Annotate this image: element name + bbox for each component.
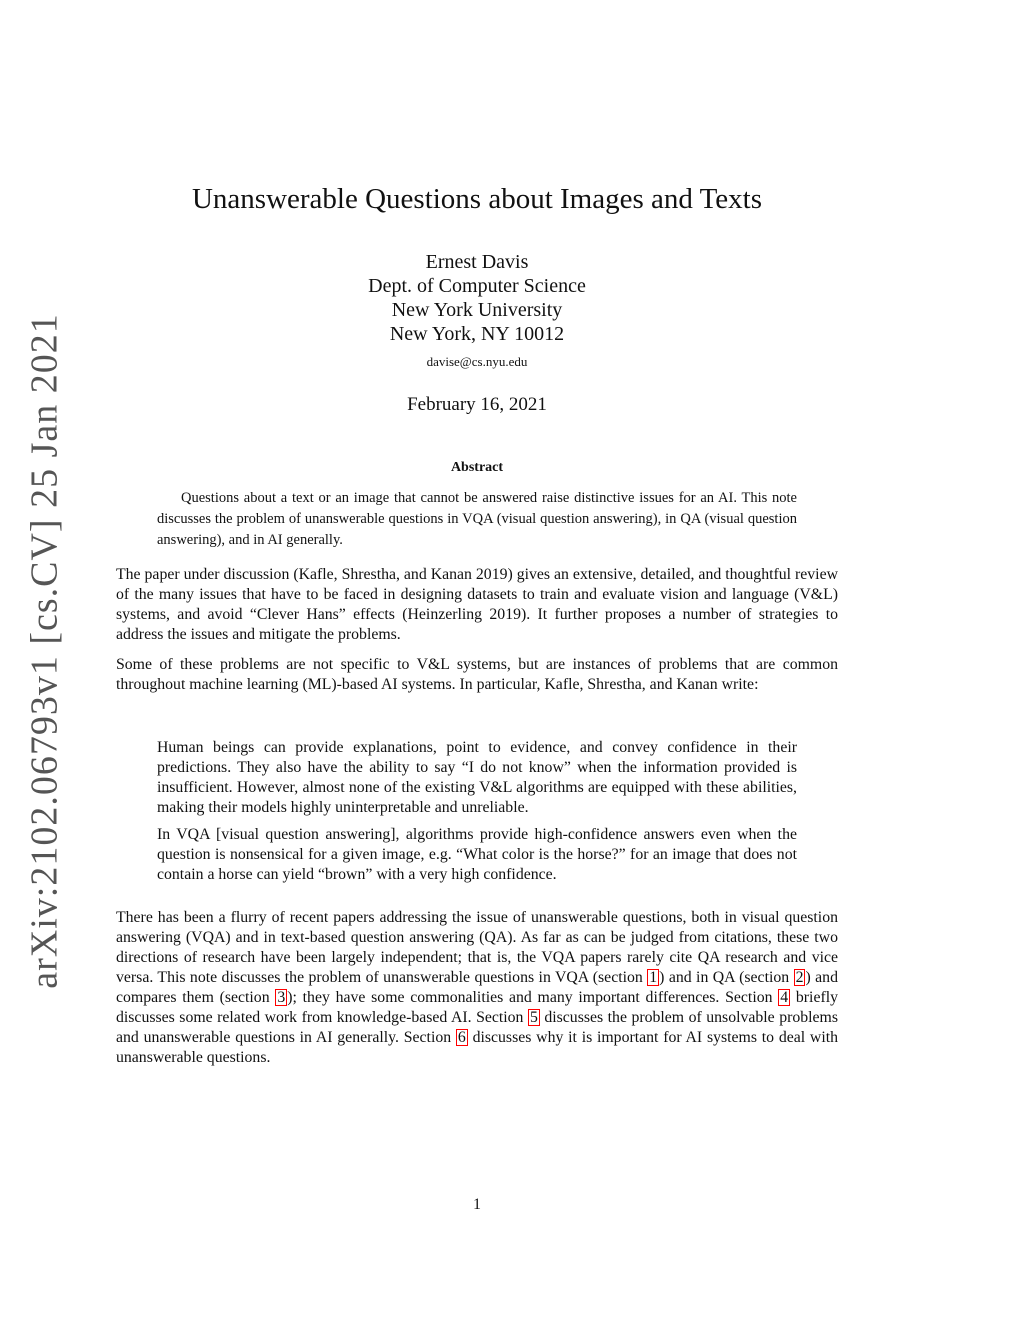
text-segment: ); they have some commonalities and many important differences. Section: [287, 989, 779, 1006]
author-email: davise@cs.nyu.edu: [426, 354, 528, 369]
section-ref-link[interactable]: 5: [529, 1009, 538, 1026]
text-segment: ) and in QA (section: [659, 969, 794, 986]
section-ref-link[interactable]: 2: [795, 969, 804, 986]
author-city: New York, NY 10012: [389, 323, 565, 345]
arxiv-identifier: arXiv:2102.06793v1 [cs.CV] 25 Jan 2021: [24, 313, 67, 989]
block-quote-2: [157, 825, 797, 885]
section-ref-link[interactable]: 3: [277, 989, 286, 1006]
section-ref-link[interactable]: 1: [649, 969, 658, 986]
body-paragraph-3: [116, 908, 838, 1068]
text-segment: ) and compares them (section: [116, 969, 838, 1006]
author-name: Ernest Davis: [425, 251, 529, 273]
text-segment: briefly discusses some related work from knowledge-based AI. Section: [116, 989, 839, 1026]
author-block: [0, 250, 954, 370]
paragraph-text: Some of these problems are not specific to V&L systems, but are instances of problems that are common throughout machine learning (ML)-based AI systems. In particular, Kafle, Shrestha, and Kanan write:: [116, 656, 838, 693]
arxiv-sidebar: [20, 313, 70, 989]
abstract-heading: Abstract: [450, 460, 504, 475]
abstract-text: Questions about a text or an image that cannot be answered raise distinctive issues for an AI. This note discusses the problem of unanswerable questions in VQA (visual question answering), in QA (visual question answering), and in AI generally.: [157, 490, 797, 548]
text-segment: There has been a flurry of recent papers addressing the issue of unanswerable questions, both in visual question answering (VQA) and in text-based question answering (QA). As far as can be judged from citations, these two directions of research have been largely independent; that is, the VQA papers rarely cite QA research and vice versa. This note discusses the problem of unanswerable questions in VQA (section: [116, 909, 838, 986]
paper-date: February 16, 2021: [407, 394, 547, 415]
author-university: New York University: [391, 299, 563, 321]
section-ref-link[interactable]: 6: [457, 1029, 466, 1046]
page-number: 1: [473, 1196, 481, 1213]
block-quote-1: [157, 738, 797, 818]
section-ref-link[interactable]: 4: [780, 989, 789, 1006]
paragraph-text: [116, 908, 838, 1068]
body-paragraph-2: [116, 655, 838, 695]
paper-title: Unanswerable Questions about Images and Texts: [191, 183, 763, 215]
paragraph-text: The paper under discussion (Kafle, Shrestha, and Kanan 2019) gives an extensive, detailed, and thoughtful review of the many issues that have to be faced in designing datasets to train and evaluate vision and language (V&L) systems, and avoid “Clever Hans” effects (Heinzerling 2019). It further proposes a number of strategies to address the issues and mitigate the problems.: [116, 566, 838, 643]
author-dept: Dept. of Computer Science: [368, 275, 586, 297]
text-segment: discusses the problem of unsolvable problems and unanswerable questions in AI generally. Section: [116, 1009, 838, 1046]
quote-text: Human beings can provide explanations, point to evidence, and convey confidence in their predictions. They also have the ability to say “I do not know” when the information provided is insufficient. However, almost none of the existing V&L algorithms are equipped with these abilities, making their models highly uninterpretable and unreliable.: [157, 739, 797, 816]
quote-text: In VQA [visual question answering], algorithms provide high-confidence answers even when the question is nonsensical for a given image, e.g. “What color is the horse?” for an image that does not contain a horse can yield “brown” with a very high confidence.: [157, 826, 797, 883]
body-paragraph-1: [116, 565, 838, 645]
text-segment: discusses why it is important for AI systems to deal with unanswerable questions.: [116, 1029, 838, 1066]
